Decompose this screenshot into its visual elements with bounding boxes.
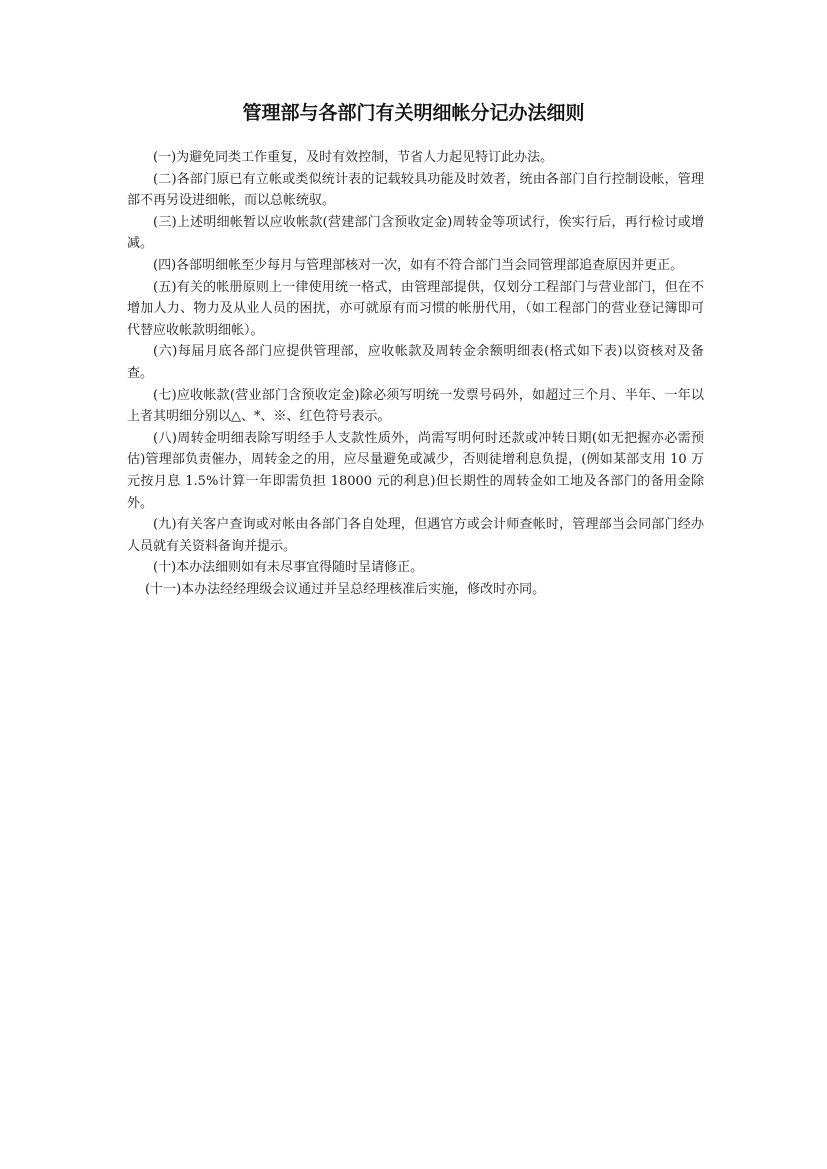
clause-10: (十)本办法细则如有未尽事宜得随时呈请修正。: [153, 560, 424, 576]
clause-2: (二)各部门原已有立帐或类似统计表的记载较具功能及时效者，统由各部门自行控制设帐，管理部不再另设进细帐，而以总帐统驭。: [127, 171, 704, 209]
document-title: 管理部与各部门有关明细帐分记办法细则: [242, 102, 585, 124]
clause-5: (五)有关的帐册原则上一律使用统一格式，由管理部提供，仅划分工程部门与营业部门，但在不增加人力、物力及从业人员的困扰，亦可就原有而习惯的帐册代用，（如工程部门的营业登记簿即可代替应收帐款明细帐）。: [127, 279, 704, 338]
clause-3: (三)上述明细帐暂以应收帐款(营建部门含预收定金)周转金等项试行，俟实行后，再行检讨或增减。: [127, 214, 704, 252]
clause-11: (十一)本办法经经理级会议通过并呈总经理核准后实施，修改时亦同。: [145, 581, 546, 597]
clause-9: (九)有关客户查询或对帐由各部门各自处理，但遇官方或会计师查帐时，管理部当会同部门经办人员就有关资料备询并提示。: [127, 517, 704, 554]
clause-7: (七)应收帐款(营业部门含预收定金)除必须写明统一发票号码外，如超过三个月、半年、一年以上者其明细分别以△、*、※、红色符号表示。: [127, 387, 704, 425]
clause-4: (四)各部明细帐至少每月与管理部核对一次，如有不符合部门当会同管理部追查原因并更正。: [153, 257, 684, 273]
clause-1: (一)为避免同类工作重复，及时有效控制，节省人力起见特订此办法。: [153, 150, 554, 165]
clause-8: (八)周转金明细表除写明经手人支款性质外，尚需写明何时还款或冲转日期(如无把握亦必需预估)管理部负责催办，周转金之的用，应尽量避免或减少，否则徒增利息负提，(例如某部支用 10 万元按月息 1.5%计算一年即需负担 18000 元的利息)但长期性的周转金如工地及各部门的备用金除外。: [127, 430, 704, 511]
clause-6: (六)每届月底各部门应提供管理部，应收帐款及周转金余额明细表(格式如下表)以资核对及备查。: [127, 344, 704, 381]
document-body: [127, 147, 704, 600]
